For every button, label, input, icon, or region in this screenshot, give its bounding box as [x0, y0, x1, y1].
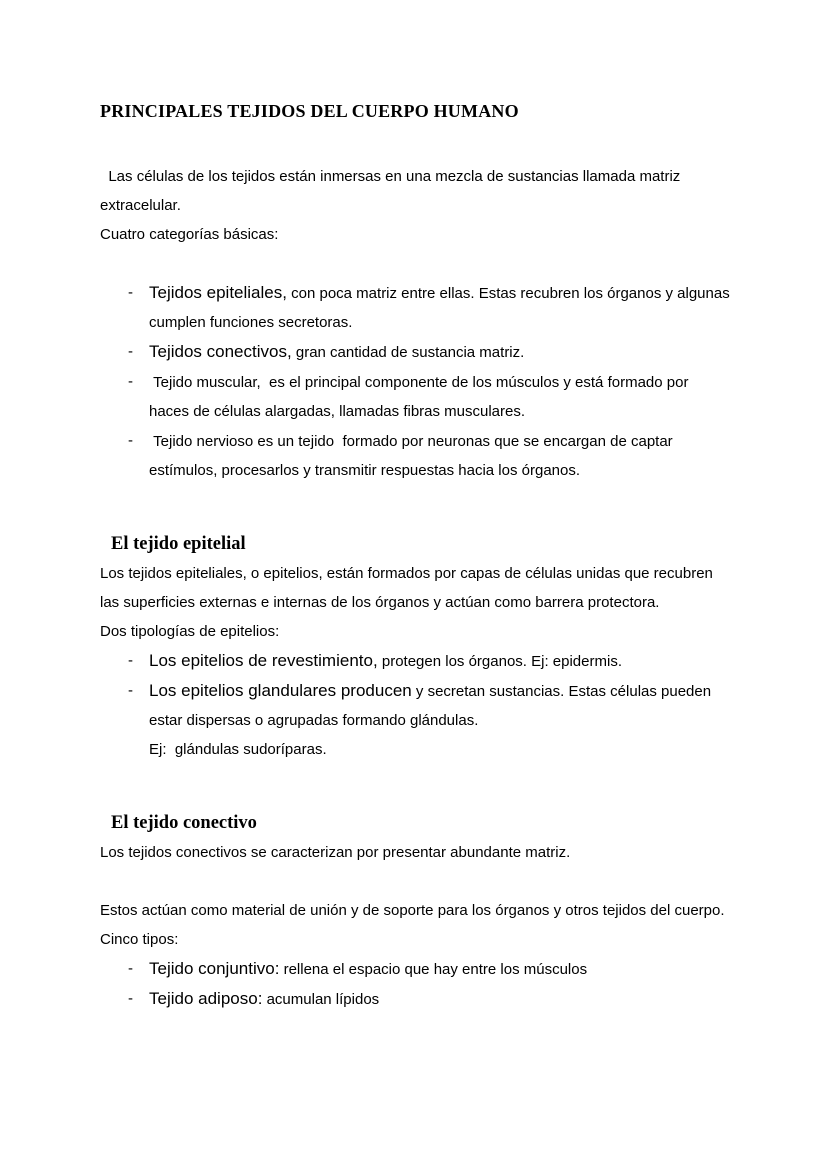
- list-item-rest: Tejido nervioso es un tejido formado por neuronas que se encargan de captar estímulos, procesarlos y transmitir respuestas hacia los órganos.: [149, 433, 677, 479]
- list-item-lead: Tejido adiposo:: [149, 989, 263, 1008]
- list-item-rest: rellena el espacio que hay entre los músculos: [279, 961, 588, 978]
- list-item: [100, 278, 732, 337]
- list-item-text: [149, 676, 732, 764]
- list-item-rest: gran cantidad de sustancia matriz.: [291, 344, 525, 361]
- document-title: PRINCIPALES TEJIDOS DEL CUERPO HUMANO: [100, 101, 519, 121]
- list-item: [100, 367, 732, 426]
- list-item-text: [149, 337, 732, 367]
- list-marker: -: [128, 960, 133, 977]
- list-item-text: [149, 426, 732, 485]
- list-marker: -: [128, 990, 133, 1007]
- list-marker: -: [128, 343, 133, 360]
- epithelial-paragraph-types: Dos tipologías de epitelios:: [100, 623, 280, 640]
- list-item-lead: Los epitelios glandulares producen: [149, 681, 412, 700]
- list-marker: -: [128, 682, 133, 699]
- intro-paragraph: Las células de los tejidos están inmersas en una mezcla de sustancias llamada matriz extracelular.: [100, 168, 685, 214]
- list-item: [100, 646, 732, 676]
- list-item-lead: Tejido conjuntivo:: [149, 959, 280, 978]
- list-item-lead: Los epitelios de revestimiento,: [149, 651, 378, 670]
- list-item: [100, 984, 732, 1014]
- list-item-text: [149, 984, 732, 1014]
- list-item-text: [149, 278, 732, 337]
- intro-paragraph-categories: Cuatro categorías básicas:: [100, 226, 279, 243]
- connective-paragraph: Los tejidos conectivos se caracterizan por presentar abundante matriz.: [100, 844, 571, 861]
- list-item-text: [149, 954, 732, 984]
- section-heading-conectivo: El tejido conectivo: [111, 813, 257, 833]
- list-item-text: [149, 367, 732, 426]
- list-item-rest: Tejido muscular, es el principal componente de los músculos y está formado por haces de células alargadas, llamadas fibras musculares.: [149, 374, 693, 420]
- category-list: [100, 278, 732, 485]
- epithelial-paragraph: Los tejidos epiteliales, o epitelios, están formados por capas de células unidas que recubren las superficies externas e internas de los órganos y actúan como barrera protectora.: [100, 565, 713, 611]
- connective-list: [100, 954, 732, 1014]
- list-item-rest: con poca matriz entre ellas. Estas recubren los órganos y algunas cumplen funciones secretoras.: [149, 285, 734, 331]
- list-marker: -: [128, 652, 133, 669]
- list-marker: -: [128, 373, 133, 390]
- section-heading-epitelial: El tejido epitelial: [111, 534, 246, 554]
- list-marker: -: [128, 432, 133, 449]
- list-marker: -: [128, 284, 133, 301]
- list-item-rest: y secretan sustancias. Estas células pueden estar dispersas o agrupadas formando glándulas.: [149, 683, 716, 729]
- list-item-lead: Tejidos epiteliales,: [149, 283, 287, 302]
- list-item: [100, 954, 732, 984]
- epithelial-list: [100, 646, 732, 764]
- list-item: [100, 337, 732, 367]
- list-item: [100, 426, 732, 485]
- list-item: [100, 676, 732, 764]
- list-item-rest: acumulan lípidos: [262, 991, 380, 1008]
- list-item-text: [149, 646, 732, 676]
- list-item-lead: Tejidos conectivos,: [149, 342, 292, 361]
- connective-paragraph-types: Estos actúan como material de unión y de soporte para los órganos y otros tejidos del cuerpo. Cinco tipos:: [100, 902, 725, 948]
- list-item-rest: protegen los órganos. Ej: epidermis.: [377, 653, 622, 670]
- list-item-extra-line: Ej: glándulas sudoríparas.: [149, 741, 327, 758]
